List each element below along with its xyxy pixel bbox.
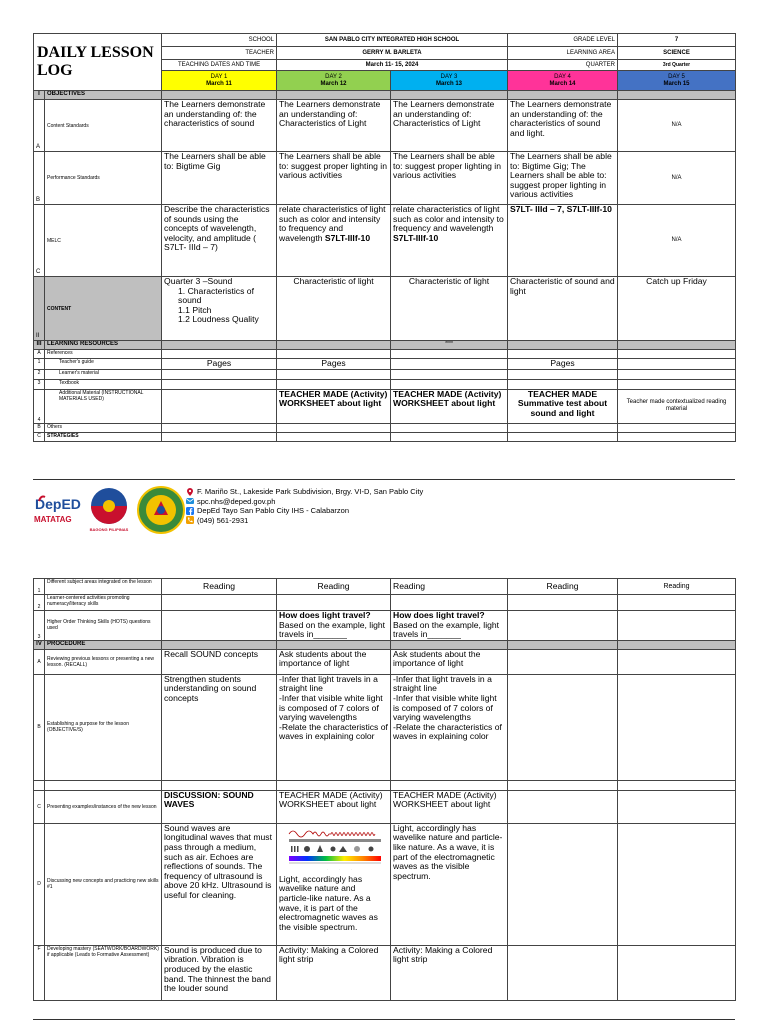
list-item: -Infer that light travels in a straight line xyxy=(393,674,492,694)
row-number: 4 xyxy=(34,389,45,423)
cell-text: Sound is produced due to vibration. Vibration is produced by the elastic band. The thinnest the band the louder sound xyxy=(162,945,277,1000)
cell-text: Reading xyxy=(508,579,618,595)
email-text[interactable]: spc.nhs@deped.gov.ph xyxy=(197,496,276,506)
cell-text: N/A xyxy=(618,152,736,205)
school-label: SCHOOL xyxy=(162,34,277,47)
cell-text: Characteristic of light xyxy=(277,277,391,341)
row-label: Developing mastery (SEATWORK/BOARDWORK) if applicable (Leads to Formative Assessment) xyxy=(45,945,162,1000)
cell-text: Pages xyxy=(162,359,277,370)
svg-text:·: · xyxy=(339,866,340,871)
em-spectrum-diagram xyxy=(287,826,383,874)
cell-text: The Learners shall be able to: suggest proper lighting in various activities xyxy=(277,152,391,205)
row-label: Textbook xyxy=(45,379,162,389)
grade-label: GRADE LEVEL xyxy=(508,34,618,47)
row-label: Additional Material (INSTRUCTIONAL MATERIALS USED) xyxy=(45,389,162,423)
row-letter: A xyxy=(34,649,45,674)
list-item: -Relate the characteristics of waves in explaining color xyxy=(279,721,388,742)
area-value: SCIENCE xyxy=(618,47,736,60)
dates-value: March 11- 15, 2024 xyxy=(277,60,508,71)
cell-text: N/A xyxy=(618,205,736,277)
address-text: F. Mariño St., Lakeside Park Subdivision, Brgy. VI-D, San Pablo City xyxy=(197,487,424,496)
list-item: -Infer that visible white light is composed of 7 colors of varying wavelengths xyxy=(393,692,497,723)
lesson-log-table-page1 xyxy=(33,33,736,442)
email-icon xyxy=(186,497,194,505)
content-line: Quarter 3 –Sound xyxy=(164,276,233,286)
row-label: CONTENT xyxy=(45,277,162,341)
bottom-divider xyxy=(33,1019,735,1020)
phone-icon xyxy=(186,516,194,524)
row-label: Higher Order Thinking Skills (HOTS) questions used xyxy=(45,611,162,641)
day1-header: DAY 1 March 11 xyxy=(162,71,277,91)
deped-logo-text: DepED xyxy=(35,496,81,512)
phone-line xyxy=(186,516,423,526)
cell-text: Ask students about the importance of light xyxy=(277,649,391,674)
page-title: DAILY LESSON LOG xyxy=(34,34,162,91)
cell-text: relate characteristics of light such as color and intensity to frequency and wavelength S7LT-IIIf-10 xyxy=(277,205,391,277)
row-letter: F xyxy=(34,945,45,1000)
content-item: 1. Characteristics of sound xyxy=(178,285,254,306)
page-footer xyxy=(33,485,735,540)
row-letter: B xyxy=(34,152,45,205)
hots-question: How does light travel? Based on the example, light travels in_______ xyxy=(391,611,508,641)
section-label: OBJECTIVES xyxy=(45,91,162,100)
content-item: 1.1 Pitch xyxy=(178,304,212,315)
day4-header: DAY 4 March 14 xyxy=(508,71,618,91)
cell-text: Catch up Friday xyxy=(618,277,736,341)
section-number: IV xyxy=(34,640,45,649)
cell-text: The Learners shall be able to: Bigtime Gig xyxy=(162,152,277,205)
section-number: II xyxy=(34,277,45,341)
teacher-value: GERRY M. BARLETA xyxy=(277,47,508,60)
cell-text: The Learners demonstrate an understanding of: the characteristics of sound xyxy=(162,100,277,152)
row-label: Teacher's guide xyxy=(45,359,162,370)
row-label: Learner's material xyxy=(45,369,162,379)
dots-mark: **** xyxy=(391,341,508,350)
cell-text: N/A xyxy=(618,100,736,152)
row-label: Presenting examples/instances of the new lesson xyxy=(45,790,162,823)
cell-text: Teacher made contextualized reading material xyxy=(618,389,736,423)
row-label: MELC xyxy=(45,205,162,277)
content-item: 1.2 Loudness Quality xyxy=(178,314,259,325)
teacher-label: TEACHER xyxy=(162,47,277,60)
row-number: 2 xyxy=(34,369,45,379)
school-value: SAN PABLO CITY INTEGRATED HIGH SCHOOL xyxy=(277,34,508,47)
contact-info xyxy=(186,487,423,525)
row-label: Content Standards xyxy=(45,100,162,152)
objectives-list xyxy=(391,674,508,780)
cell-text: TEACHER MADE (Activity) WORKSHEET about light xyxy=(391,389,508,423)
cell-text: TEACHER MADE (Activity) WORKSHEET about light xyxy=(391,790,508,823)
cell-text: Characteristic of sound and light xyxy=(508,277,618,341)
list-item: -Infer that light travels in a straight line xyxy=(279,674,378,694)
cell-text: Reading xyxy=(618,579,736,595)
matatag-text: MATATAG xyxy=(34,515,72,524)
school-seal xyxy=(136,485,186,535)
cell-text: Pages xyxy=(277,359,391,370)
row-number: 1 xyxy=(34,359,45,370)
day3-header: DAY 3 March 13 xyxy=(391,71,508,91)
list-item: -Infer that visible white light is composed of 7 colors of varying wavelengths xyxy=(279,692,383,723)
cell-text: Reading xyxy=(391,579,508,595)
cell-text: Reading xyxy=(162,579,277,595)
grade-value: 7 xyxy=(618,34,736,47)
cell-text: TEACHER MADE (Activity) WORKSHEET about light xyxy=(277,790,391,823)
cell-text: Pages xyxy=(508,359,618,370)
svg-text:·: · xyxy=(351,866,352,871)
row-label: Others xyxy=(45,423,162,432)
facebook-text[interactable]: DepEd Tayo San Pablo City IHS - Calabarzon xyxy=(197,506,350,515)
cell-text: The Learners demonstrate an understanding of: Characteristics of Light xyxy=(391,100,508,152)
lesson-log-table-page2 xyxy=(33,578,736,1001)
row-label: STRATEGIES xyxy=(45,432,162,441)
cell-text: Sound waves are longitudinal waves that must pass through a medium, such as air. Echoes are reflections of sounds. The frequency of ultrasound is above 20 kHz. Ultrasound is useful for cleaning. xyxy=(162,823,277,945)
row-label: Discussing new concepts and practicing new skills #1 xyxy=(45,823,162,945)
row-letter: A xyxy=(34,350,45,359)
cell-text: relate characteristics of light such as color and intensity to frequency and wavelength S7LT-IIIf-10 xyxy=(391,205,508,277)
footer-divider xyxy=(33,479,735,480)
row-letter: C xyxy=(34,205,45,277)
cell-text: Light, accordingly has wavelike nature and particle-like nature. As a wave, it is part of the electromagnetic waves as the visible spectrum. xyxy=(279,873,378,932)
row-letter: B xyxy=(34,423,45,432)
cell-text: The Learners shall be able to: suggest proper lighting in various activities xyxy=(391,152,508,205)
cell-text: The Learners demonstrate an understanding of: Characteristics of Light xyxy=(277,100,391,152)
section-label: PROCEDURE xyxy=(45,640,162,649)
cell-text: TEACHER MADE (Activity) WORKSHEET about light xyxy=(277,389,391,423)
phone-text: (049) 561-2931 xyxy=(197,515,249,525)
row-letter: A xyxy=(34,100,45,152)
cell-text: TEACHER MADE Summative test about sound and light xyxy=(508,389,618,423)
row-number: 3 xyxy=(34,611,45,641)
row-number: 3 xyxy=(34,379,45,389)
row-label: Establishing a purpose for the lesson (OBJECTIVE/S) xyxy=(45,674,162,780)
hots-question: How does light travel? Based on the example, light travels in_______ xyxy=(277,611,391,641)
cell-text: Recall SOUND concepts xyxy=(162,649,277,674)
objectives-list xyxy=(277,674,391,780)
bagong-pilipinas-logo xyxy=(87,486,131,534)
section-label: LEARNING RESOURCES xyxy=(45,341,162,350)
svg-text:·: · xyxy=(327,866,328,871)
quarter-value: 3rd Quarter xyxy=(618,60,736,71)
cell-text: DISCUSSION: SOUND WAVES xyxy=(162,790,277,823)
section-number: I xyxy=(34,91,45,100)
list-item: -Relate the characteristics of waves in explaining color xyxy=(393,721,502,742)
row-letter: D xyxy=(34,823,45,945)
cell-text: Light, accordingly has wavelike nature and particle-like nature. As a wave, it is part of the electromagnetic waves as the visible spectrum. xyxy=(391,823,508,945)
cell-text: The Learners demonstrate an understanding of: the characteristics of sound and light. xyxy=(508,100,618,152)
cell-text: Strengthen students understanding on sound concepts xyxy=(162,674,277,780)
section-number: III xyxy=(34,341,45,350)
cell-text: Ask students about the importance of light xyxy=(391,649,508,674)
day2-header: DAY 2 March 12 xyxy=(277,71,391,91)
cell-text: Activity: Making a Colored light strip xyxy=(277,945,391,1000)
row-label: Different subject areas integrated on the lesson xyxy=(45,579,162,595)
spectrum-cell xyxy=(277,823,391,945)
row-letter: C xyxy=(34,432,45,441)
row-letter: C xyxy=(34,790,45,823)
dates-label: TEACHING DATES AND TIME xyxy=(162,60,277,71)
cell-text: The Learners shall be able to: Bigtime Gig; The Learners shall be able to: suggest proper lighting in various activities xyxy=(508,152,618,205)
cell-text: Describe the characteristics of sounds using the concepts of wavelength, velocity, and amplitude ( S7LT- IIId – 7) xyxy=(162,205,277,277)
row-label: Learner-centered activities promoting numeracy/literacy skills xyxy=(45,595,162,611)
row-label: References xyxy=(45,350,162,359)
row-label: Reviewing previous lessons or presenting a new lesson. (RECALL) xyxy=(45,649,162,674)
row-label: Performance Standards xyxy=(45,152,162,205)
deped-logo xyxy=(33,491,81,529)
location-pin-icon xyxy=(186,488,194,496)
cell-text: Characteristic of light xyxy=(391,277,508,341)
row-number: 2 xyxy=(34,595,45,611)
cell-text: S7LT- IIId – 7, S7LT-IIIf-10 xyxy=(508,205,618,277)
day5-header: DAY 5 March 15 xyxy=(618,71,736,91)
address-line xyxy=(186,487,423,497)
cell-text: Activity: Making a Colored light strip xyxy=(391,945,508,1000)
area-label: LEARNING AREA xyxy=(508,47,618,60)
quarter-label: QUARTER xyxy=(508,60,618,71)
content-day1 xyxy=(162,277,277,341)
cell-text: Reading xyxy=(277,579,391,595)
email-line xyxy=(186,497,423,507)
bagong-pilipinas-text: BAGONG PILIPINAS xyxy=(89,527,129,532)
facebook-line xyxy=(186,506,423,516)
facebook-icon xyxy=(186,507,194,515)
row-letter: B xyxy=(34,674,45,780)
row-number: 1 xyxy=(34,579,45,595)
